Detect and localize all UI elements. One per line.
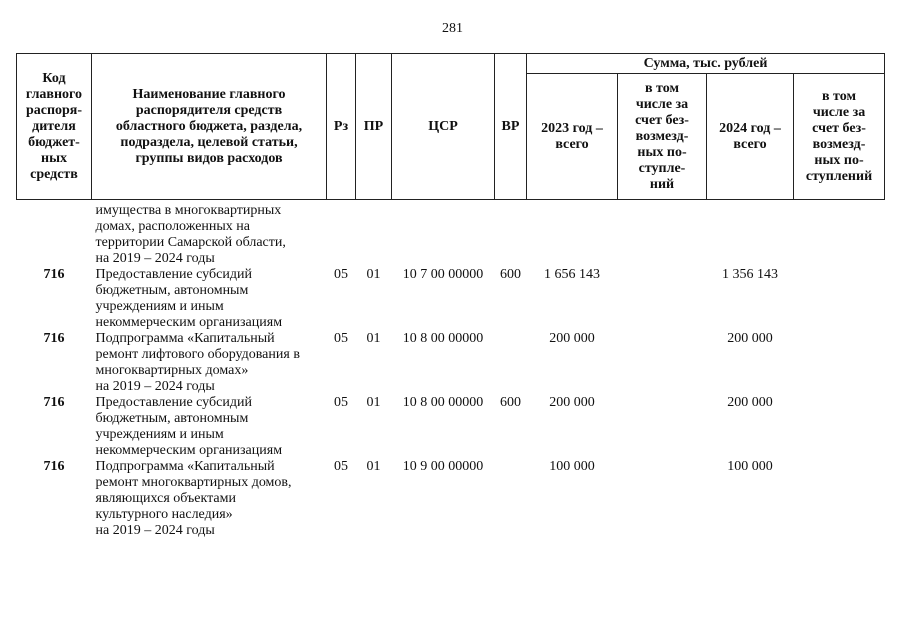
row-2024-total: 200 000 (727, 331, 773, 346)
row-2024-total: 1 356 143 (722, 267, 778, 282)
row-2023-total: 100 000 (549, 459, 595, 474)
row-vr (495, 200, 527, 268)
budget-table (16, 53, 885, 539)
row-rz: 05 (334, 331, 348, 346)
row-vr (495, 459, 527, 539)
row-csr: 10 8 00 00000 (402, 395, 484, 410)
row-rz: 05 (334, 267, 348, 282)
header-2023-total: 2023 год – всего (527, 74, 618, 200)
row-vr (495, 331, 527, 395)
row-2024-total (707, 200, 794, 268)
row-rz: 05 (334, 395, 348, 410)
row-2024-free (794, 395, 885, 459)
table-row (17, 459, 885, 539)
table-row (17, 395, 885, 459)
row-pr: 01 (366, 267, 381, 282)
header-pr: ПР (356, 54, 392, 200)
row-2023-free (618, 459, 707, 539)
row-name: Предоставление субсидий бюджетным, автономным учреждениям и иным некоммерческим организациям (95, 395, 283, 458)
row-rz (327, 200, 356, 268)
row-rz: 05 (334, 459, 348, 474)
row-pr: 01 (366, 395, 381, 410)
row-pr (356, 200, 392, 268)
row-code: 716 (43, 331, 65, 346)
header-csr: ЦСР (392, 54, 495, 200)
header-sum-group: Сумма, тыс. рублей (527, 54, 885, 74)
header-code: Код главного распоря- дителя бюджет- ных средств (17, 54, 92, 200)
header-rz: Рз (327, 54, 356, 200)
row-code: 716 (43, 267, 65, 282)
row-2024-total: 100 000 (727, 459, 773, 474)
row-name: имущества в многоквартирных домах, расположенных на территории Самарской области, на 2019 – 2024 годы (95, 203, 286, 266)
row-code: 716 (43, 395, 65, 410)
row-2023-free (618, 267, 707, 331)
row-csr (392, 200, 495, 268)
header-2024-total: 2024 год – всего (707, 74, 794, 200)
row-name: Подпрограмма «Капитальный ремонт лифтового оборудования в многоквартирных домах» на 2019 – 2024 годы (95, 331, 300, 394)
row-name: Подпрограмма «Капитальный ремонт многоквартирных домов, являющихся объектами культурного наследия» на 2019 – 2024 годы (95, 459, 292, 538)
row-2024-free (794, 331, 885, 395)
row-2023-total: 200 000 (549, 395, 595, 410)
row-code (17, 200, 92, 268)
header-2023-free: в том числе за счет без- возмезд- ных по- ступле- ний (618, 74, 707, 200)
row-csr: 10 8 00 00000 (402, 331, 484, 346)
row-2024-free (794, 267, 885, 331)
header-name: Наименование главного распорядителя средств областного бюджета, раздела, подраздела, целевой статьи, группы видов расходов (92, 54, 327, 200)
row-2023-total: 200 000 (549, 331, 595, 346)
header-vr: ВР (495, 54, 527, 200)
table-row (17, 200, 885, 268)
row-pr: 01 (366, 331, 381, 346)
row-2023-free (618, 200, 707, 268)
row-code: 716 (43, 459, 65, 474)
row-vr: 600 (500, 395, 521, 410)
row-2023-free (618, 331, 707, 395)
row-pr: 01 (366, 459, 381, 474)
row-2023-free (618, 395, 707, 459)
row-2024-free (794, 459, 885, 539)
table-header (17, 54, 885, 200)
row-name: Предоставление субсидий бюджетным, автономным учреждениям и иным некоммерческим организациям (95, 267, 283, 330)
row-csr: 10 7 00 00000 (402, 267, 484, 282)
table-row (17, 267, 885, 331)
table-row (17, 331, 885, 395)
header-2024-free: в том числе за счет без- возмезд- ных по- ступлений (794, 74, 885, 200)
row-2023-total: 1 656 143 (544, 267, 600, 282)
page-number: 281 (442, 21, 463, 36)
row-2023-total (527, 200, 618, 268)
row-vr: 600 (500, 267, 521, 282)
row-2024-total: 200 000 (727, 395, 773, 410)
table-body (17, 200, 885, 540)
row-2024-free (794, 200, 885, 268)
row-csr: 10 9 00 00000 (402, 459, 484, 474)
